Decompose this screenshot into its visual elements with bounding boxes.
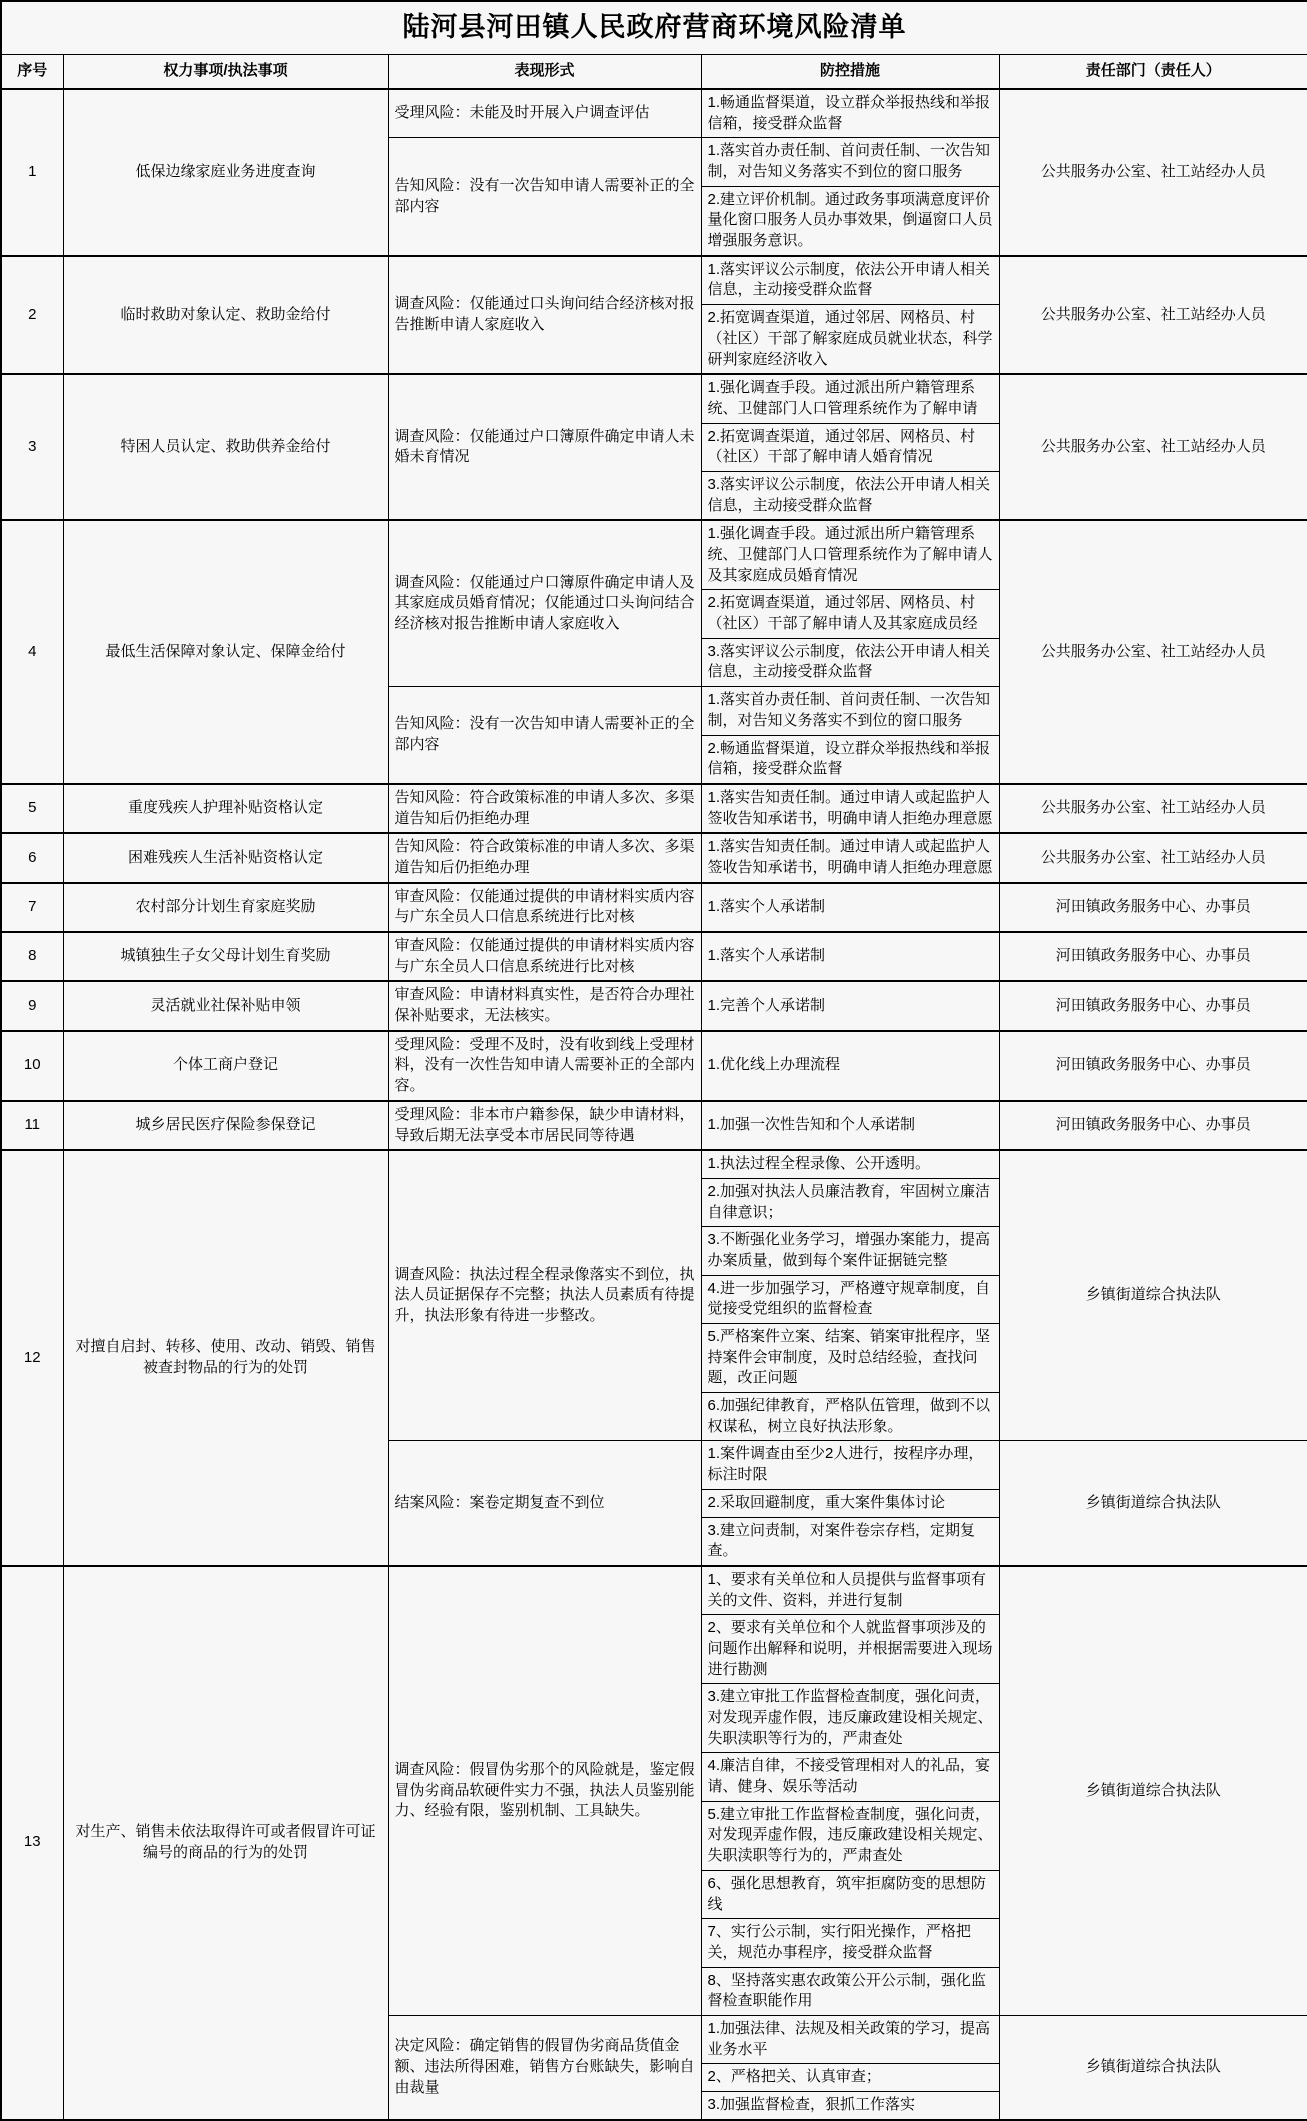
measure-cell: 1.落实首办责任制、首问责任制、一次告知制，对告知义务落实不到位的窗口服务 — [701, 138, 999, 186]
measure-cell: 2.建立评价机制。通过政务事项满意度评价量化窗口服务人员办事效果，倒逼窗口人员增强服务意识。 — [701, 186, 999, 256]
risk-form-cell: 调查风险：执法过程全程录像落实不到位，执法人员证据保存不完整；执法人员素质有待提升，执法形象有待进一步整改。 — [388, 1150, 701, 1441]
department-cell: 公共服务办公室、社工站经办人员 — [999, 520, 1307, 784]
column-header: 责任部门（责任人） — [999, 55, 1307, 89]
measure-cell: 2.拓宽调查渠道，通过邻居、网格员、村（社区）干部了解家庭成员就业状态，科学研判家庭经济收入 — [701, 305, 999, 375]
measure-cell: 1.落实首办责任制、首问责任制、一次告知制，对告知义务落实不到位的窗口服务 — [701, 687, 999, 735]
measure-cell: 3.建立问责制，对案件卷宗存档，定期复查。 — [701, 1517, 999, 1566]
power-item-cell: 城乡居民医疗保险参保登记 — [63, 1101, 388, 1150]
measure-cell: 3.落实评议公示制度，依法公开申请人相关信息，主动接受群众监督 — [701, 471, 999, 520]
department-cell: 乡镇街道综合执法队 — [999, 2015, 1307, 2119]
department-cell: 河田镇政务服务中心、办事员 — [999, 1031, 1307, 1101]
page-title: 陆河县河田镇人民政府营商环境风险清单 — [1, 1, 1307, 55]
row-number-cell: 3 — [1, 374, 63, 520]
risk-form-cell: 调查风险：仅能通过户口簿原件确定申请人未婚未育情况 — [388, 374, 701, 520]
column-header: 防控措施 — [701, 55, 999, 89]
power-item-cell: 重度残疾人护理补贴资格认定 — [63, 784, 388, 833]
power-item-cell: 低保边缘家庭业务进度查询 — [63, 89, 388, 256]
table-row — [1, 256, 1307, 305]
table-row — [1, 1150, 1307, 1178]
measure-cell: 3.不断强化业务学习，增强办案能力，提高办案质量，做到每个案件证据链完整 — [701, 1227, 999, 1275]
measure-cell: 1.加强一次性告知和个人承诺制 — [701, 1101, 999, 1150]
column-header: 表现形式 — [388, 55, 701, 89]
measure-cell: 1.完善个人承诺制 — [701, 981, 999, 1030]
department-cell: 乡镇街道综合执法队 — [999, 1441, 1307, 1566]
measure-cell: 5.严格案件立案、结案、销案审批程序，坚持案件会审制度，及时总结经验，查找问题，改正问题 — [701, 1324, 999, 1393]
measure-cell: 2.拓宽调查渠道，通过邻居、网格员、村（社区）干部了解申请人婚育情况 — [701, 423, 999, 471]
measure-cell: 1.执法过程全程录像、公开透明。 — [701, 1150, 999, 1178]
measure-cell: 2.采取回避制度，重大案件集体讨论 — [701, 1489, 999, 1517]
row-number-cell: 7 — [1, 883, 63, 932]
row-number-cell: 6 — [1, 833, 63, 882]
risk-form-cell: 受理风险：未能及时开展入户调查评估 — [388, 89, 701, 138]
power-item-cell: 困难残疾人生活补贴资格认定 — [63, 833, 388, 882]
table-row — [1, 833, 1307, 882]
row-number-cell: 2 — [1, 256, 63, 374]
column-header: 序号 — [1, 55, 63, 89]
measure-cell: 2.畅通监督渠道，设立群众举报热线和举报信箱，接受群众监督 — [701, 735, 999, 784]
risk-form-cell: 告知风险：没有一次告知申请人需要补正的全部内容 — [388, 687, 701, 784]
measure-cell: 7、实行公示制，实行阳光操作，严格把关，规范办事程序，接受群众监督 — [701, 1919, 999, 1967]
measure-cell: 1.落实评议公示制度，依法公开申请人相关信息，主动接受群众监督 — [701, 256, 999, 305]
risk-form-cell: 调查风险：仅能通过户口簿原件确定申请人及其家庭成员婚育情况；仅能通过口头询问结合经济核对报告推断申请人家庭收入 — [388, 520, 701, 686]
power-item-cell: 灵活就业社保补贴申领 — [63, 981, 388, 1030]
risk-form-cell: 审查风险：申请材料真实性，是否符合办理社保补贴要求，无法核实。 — [388, 981, 701, 1030]
table-row — [1, 981, 1307, 1030]
row-number-cell: 5 — [1, 784, 63, 833]
risk-form-cell: 受理风险：受理不及时，没有收到线上受理材料，没有一次性告知申请人需要补正的全部内容。 — [388, 1031, 701, 1101]
department-cell: 河田镇政务服务中心、办事员 — [999, 883, 1307, 932]
title-row — [1, 1, 1307, 55]
measure-cell: 1、要求有关单位和人员提供与监督事项有关的文件、资料，并进行复制 — [701, 1566, 999, 1615]
table-row — [1, 1031, 1307, 1101]
measure-cell: 1.强化调查手段。通过派出所户籍管理系统、卫健部门人口管理系统作为了解申请人及其家庭成员婚育情况 — [701, 520, 999, 590]
power-item-cell: 对擅自启封、转移、使用、改动、销毁、销售被查封物品的行为的处罚 — [63, 1150, 388, 1566]
measure-cell: 1.落实个人承诺制 — [701, 932, 999, 981]
measure-cell: 6、强化思想教育，筑牢拒腐防变的思想防线 — [701, 1870, 999, 1918]
measure-cell: 3.落实评议公示制度，依法公开申请人相关信息，主动接受群众监督 — [701, 638, 999, 686]
table-row — [1, 1101, 1307, 1150]
table-row — [1, 1566, 1307, 1615]
power-item-cell: 特困人员认定、救助供养金给付 — [63, 374, 388, 520]
measure-cell: 1.落实告知责任制。通过申请人或起监护人签收告知承诺书，明确申请人拒绝办理意愿 — [701, 784, 999, 833]
measure-cell: 2、严格把关、认真审查； — [701, 2064, 999, 2092]
department-cell: 公共服务办公室、社工站经办人员 — [999, 256, 1307, 374]
measure-cell: 1.优化线上办理流程 — [701, 1031, 999, 1101]
measure-cell: 1.加强法律、法规及相关政策的学习，提高业务水平 — [701, 2015, 999, 2063]
table-header-row — [1, 55, 1307, 89]
measure-cell: 1.畅通监督渠道，设立群众举报热线和举报信箱，接受群众监督 — [701, 89, 999, 138]
table-row — [1, 784, 1307, 833]
measure-cell: 1.落实个人承诺制 — [701, 883, 999, 932]
risk-form-cell: 调查风险：假冒伪劣那个的风险就是，鉴定假冒伪劣商品软硬件实力不强，执法人员鉴别能力、经验有限，鉴别机制、工具缺失。 — [388, 1566, 701, 2016]
department-cell: 公共服务办公室、社工站经办人员 — [999, 784, 1307, 833]
risk-form-cell: 告知风险：符合政策标准的申请人多次、多渠道告知后仍拒绝办理 — [388, 784, 701, 833]
department-cell: 河田镇政务服务中心、办事员 — [999, 1101, 1307, 1150]
measure-cell: 2.拓宽调查渠道，通过邻居、网格员、村（社区）干部了解申请人及其家庭成员经 — [701, 590, 999, 638]
department-cell: 河田镇政务服务中心、办事员 — [999, 932, 1307, 981]
power-item-cell: 城镇独生子女父母计划生育奖励 — [63, 932, 388, 981]
risk-form-cell: 结案风险：案卷定期复查不到位 — [388, 1441, 701, 1566]
department-cell: 公共服务办公室、社工站经办人员 — [999, 833, 1307, 882]
power-item-cell: 个体工商户登记 — [63, 1031, 388, 1101]
table-row — [1, 89, 1307, 138]
power-item-cell: 最低生活保障对象认定、保障金给付 — [63, 520, 388, 784]
risk-form-cell: 审查风险：仅能通过提供的申请材料实质内容与广东全员人口信息系统进行比对核 — [388, 932, 701, 981]
power-item-cell: 对生产、销售未依法取得许可或者假冒许可证编号的商品的行为的处罚 — [63, 1566, 388, 2120]
measure-cell: 4.廉洁自律，不接受管理相对人的礼品，宴请、健身、娱乐等活动 — [701, 1753, 999, 1801]
table-row — [1, 520, 1307, 590]
department-cell: 公共服务办公室、社工站经办人员 — [999, 89, 1307, 256]
row-number-cell: 11 — [1, 1101, 63, 1150]
table-body — [1, 89, 1307, 2120]
measure-cell: 4.进一步加强学习，严格遵守规章制度，自觉接受党组织的监督检查 — [701, 1275, 999, 1323]
power-item-cell: 农村部分计划生育家庭奖励 — [63, 883, 388, 932]
measure-cell: 3.建立审批工作监督检查制度，强化问责，对发现弄虚作假，违反廉政建设相关规定、失职渎职等行为的，严肃查处 — [701, 1684, 999, 1753]
risk-form-cell: 告知风险：符合政策标准的申请人多次、多渠道告知后仍拒绝办理 — [388, 833, 701, 882]
column-header: 权力事项/执法事项 — [63, 55, 388, 89]
risk-form-cell: 受理风险：非本市户籍参保，缺少申请材料，导致后期无法享受本市居民同等待遇 — [388, 1101, 701, 1150]
measure-cell: 2、要求有关单位和个人就监督事项涉及的问题作出解释和说明，并根据需要进入现场进行勘测 — [701, 1615, 999, 1684]
measure-cell: 2.加强对执法人员廉洁教育，牢固树立廉洁自律意识； — [701, 1178, 999, 1226]
row-number-cell: 1 — [1, 89, 63, 256]
table-row — [1, 932, 1307, 981]
measure-cell: 5.建立审批工作监督检查制度，强化问责，对发现弄虚作假，违反廉政建设相关规定、失职渎职等行为的，严肃查处 — [701, 1801, 999, 1870]
measure-cell: 3.加强监督检查，狠抓工作落实 — [701, 2092, 999, 2120]
row-number-cell: 12 — [1, 1150, 63, 1566]
row-number-cell: 10 — [1, 1031, 63, 1101]
department-cell: 公共服务办公室、社工站经办人员 — [999, 374, 1307, 520]
risk-form-cell: 调查风险：仅能通过口头询问结合经济核对报告推断申请人家庭收入 — [388, 256, 701, 374]
department-cell: 河田镇政务服务中心、办事员 — [999, 981, 1307, 1030]
measure-cell: 1.案件调查由至少2人进行，按程序办理，标注时限 — [701, 1441, 999, 1489]
measure-cell: 1.落实告知责任制。通过申请人或起监护人签收告知承诺书，明确申请人拒绝办理意愿 — [701, 833, 999, 882]
row-number-cell: 13 — [1, 1566, 63, 2120]
department-cell: 乡镇街道综合执法队 — [999, 1150, 1307, 1441]
measure-cell: 6.加强纪律教育，严格队伍管理，做到不以权谋私，树立良好执法形象。 — [701, 1393, 999, 1441]
risk-form-cell: 决定风险：确定销售的假冒伪劣商品货值金额、违法所得困难，销售方台账缺失，影响自由裁量 — [388, 2015, 701, 2119]
measure-cell: 8、坚持落实惠农政策公开公示制，强化监督检查职能作用 — [701, 1967, 999, 2015]
measure-cell: 1.强化调查手段。通过派出所户籍管理系统、卫健部门人口管理系统作为了解申请 — [701, 374, 999, 423]
power-item-cell: 临时救助对象认定、救助金给付 — [63, 256, 388, 374]
row-number-cell: 4 — [1, 520, 63, 784]
department-cell: 乡镇街道综合执法队 — [999, 1566, 1307, 2016]
risk-form-cell: 告知风险：没有一次告知申请人需要补正的全部内容 — [388, 138, 701, 256]
row-number-cell: 9 — [1, 981, 63, 1030]
risk-form-cell: 审查风险：仅能通过提供的申请材料实质内容与广东全员人口信息系统进行比对核 — [388, 883, 701, 932]
table-row — [1, 883, 1307, 932]
row-number-cell: 8 — [1, 932, 63, 981]
table-row — [1, 374, 1307, 423]
